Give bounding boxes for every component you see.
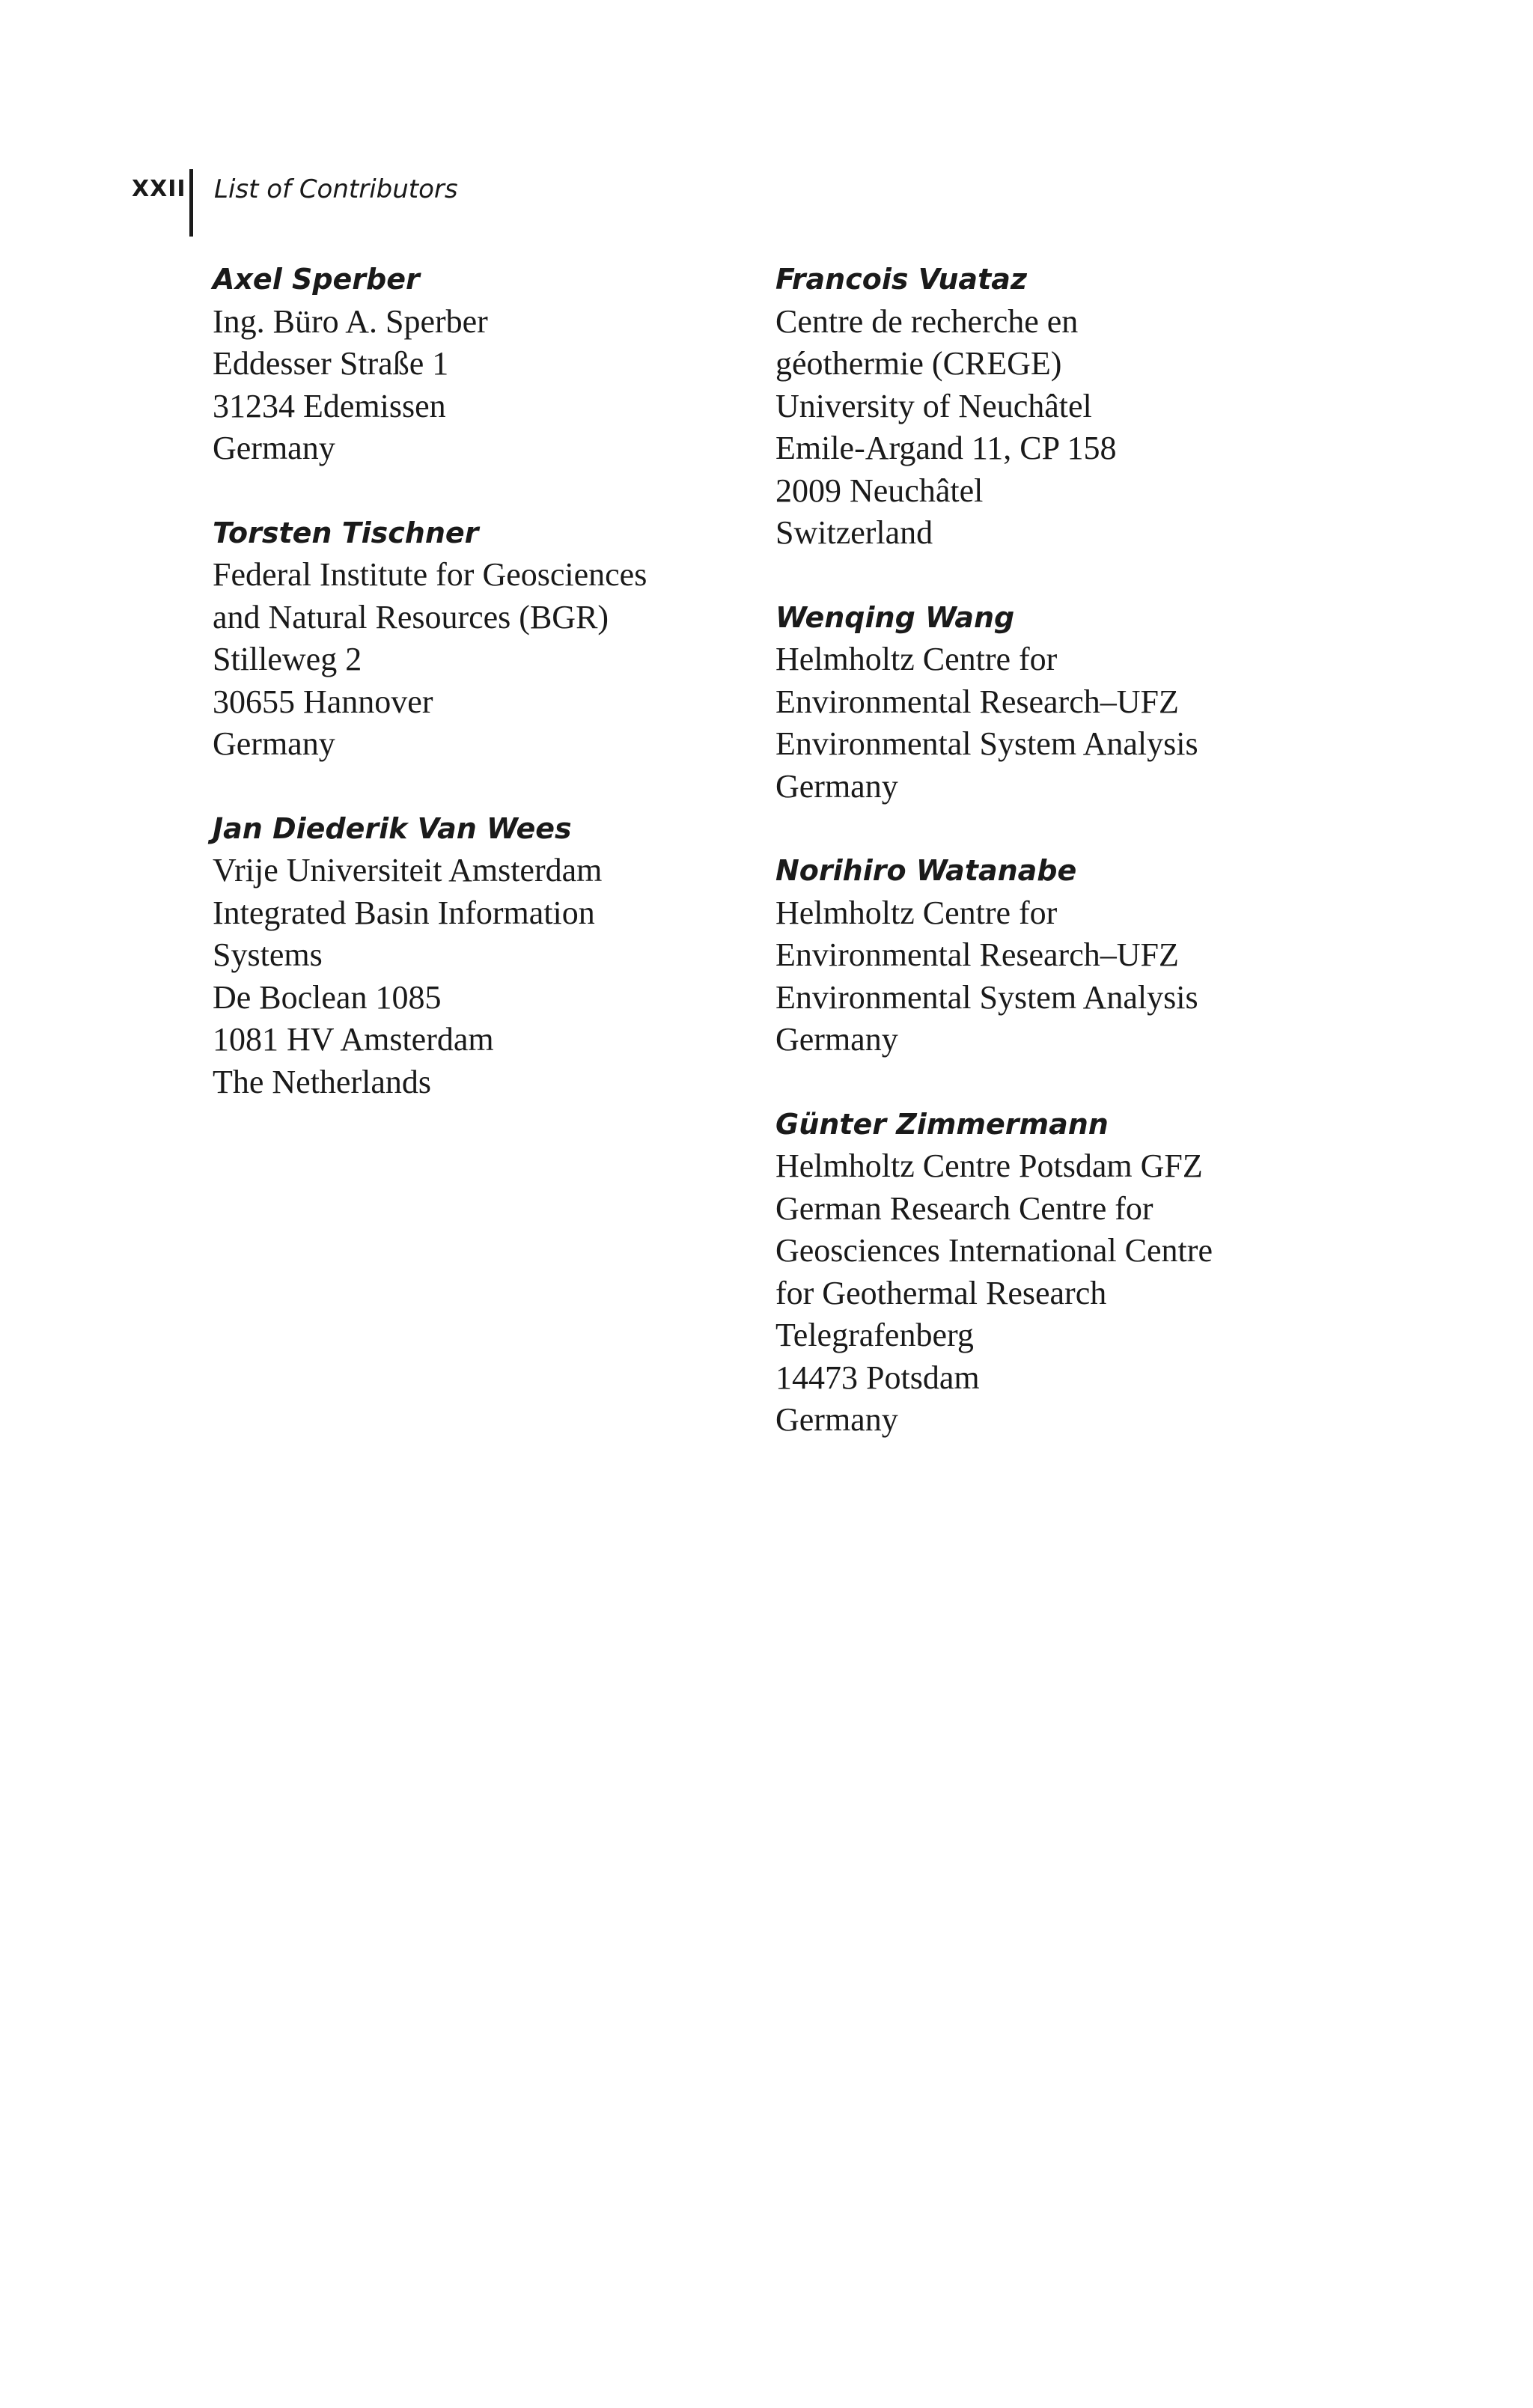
address-line: 31234 Edemissen [213,387,446,424]
address-line: Eddesser Straße 1 [213,345,449,382]
country-line: Switzerland [775,514,933,551]
affiliation-line: Environmental System Analysis [775,978,1198,1016]
running-head-title: List of Contributors [214,174,458,204]
affiliation-line: Environmental Research–UFZ [775,936,1179,973]
contributor-entry [775,597,1314,808]
contributor-name: Günter Zimmermann [775,1107,1109,1141]
affiliation-line: Environmental System Analysis [775,725,1198,762]
address-line: 30655 Hannover [213,683,433,720]
country-line: Germany [213,725,335,762]
affiliation-line: Environmental Research–UFZ [775,683,1179,720]
affiliation-line: University of Neuchâtel [775,387,1092,424]
contributors-right-column [775,258,1314,1484]
address-line: 14473 Potsdam [775,1359,980,1396]
affiliation-line: Integrated Basin Information [213,894,595,931]
contributor-name: Francois Vuataz [775,263,1027,296]
contributor-name: Torsten Tischner [213,516,479,549]
contributor-name: Wenqing Wang [775,600,1015,634]
country-line: The Netherlands [213,1063,431,1100]
affiliation-line: Vrije Universiteit Amsterdam [213,852,603,888]
contributor-name: Axel Sperber [213,263,420,296]
contributor-entry [213,258,752,470]
affiliation-line: Geosciences International Centre [775,1232,1213,1269]
contributor-name: Norihiro Watanabe [775,854,1077,887]
contributor-entry [775,850,1314,1061]
address-line: De Boclean 1085 [213,978,442,1016]
affiliation-line: German Research Centre for [775,1189,1153,1227]
affiliation-line: for Geothermal Research [775,1274,1107,1311]
affiliation-line: Centre de recherche en [775,302,1079,340]
address-line: Emile-Argand 11, CP 158 [775,430,1117,466]
page-number: XXII [132,176,186,202]
address-line: Telegrafenberg [775,1317,974,1353]
contributor-entry [213,808,752,1104]
affiliation-line: Federal Institute for Geosciences [213,556,647,593]
affiliation-line: Systems [213,936,323,973]
header-divider [189,169,193,237]
contributors-left-column [213,258,752,1145]
country-line: Germany [213,430,335,466]
address-line: 1081 HV Amsterdam [213,1021,494,1058]
affiliation-line: Helmholtz Centre for [775,894,1058,931]
affiliation-line: Ing. Büro A. Sperber [213,302,488,340]
affiliation-line: and Natural Resources (BGR) [213,598,609,635]
address-line: 2009 Neuchâtel [775,472,984,509]
contributor-entry [775,258,1314,555]
affiliation-line: Helmholtz Centre for [775,641,1058,677]
address-line: Stilleweg 2 [213,641,362,677]
affiliation-line: géothermie (CREGE) [775,345,1062,382]
affiliation-line: Helmholtz Centre Potsdam GFZ [775,1147,1203,1184]
country-line: Germany [775,767,898,805]
country-line: Germany [775,1021,898,1058]
contributor-entry [213,512,752,766]
country-line: Germany [775,1401,898,1438]
contributor-name: Jan Diederik Van Wees [213,811,572,845]
contributor-entry [775,1103,1314,1442]
